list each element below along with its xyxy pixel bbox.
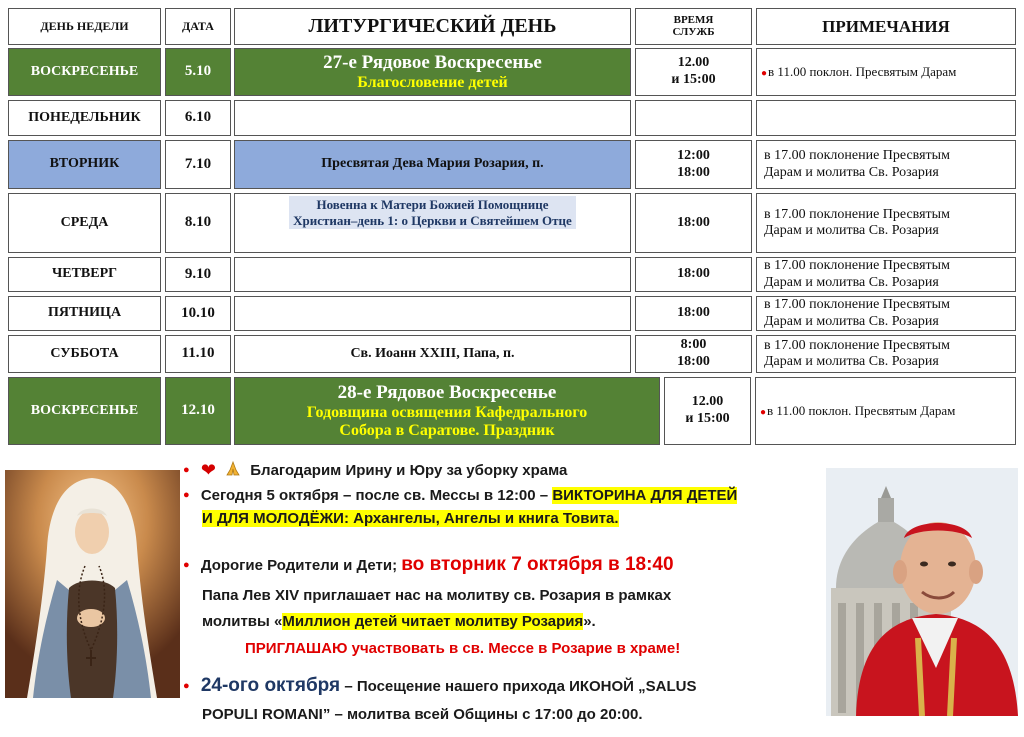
row7-date-label: 11.10: [181, 345, 215, 362]
row2-notes: [756, 100, 1016, 136]
row6-date-label: 10.10: [181, 304, 215, 321]
row2-date: [165, 100, 231, 136]
row5-time1: 18:00: [677, 266, 710, 282]
row4-notes: [756, 193, 1016, 253]
row5-notes: [756, 257, 1016, 292]
row5-date: [165, 257, 231, 292]
row7-date: [165, 335, 231, 373]
visit-text: – Посещение нашего прихода ИКОНОЙ „SALUS: [344, 678, 697, 695]
header-day-label: ДЕНЬ НЕДЕЛИ: [40, 18, 129, 33]
row5-day: [8, 257, 161, 292]
row6-notes: [756, 296, 1016, 331]
row8-time1: 12.00: [691, 394, 724, 410]
row8-subtitle2: Собора в Саратове. Праздник: [339, 421, 555, 439]
rosary-line3-end: ».: [583, 613, 596, 631]
bullet-icon: ●: [183, 464, 190, 476]
row2-day: [8, 100, 161, 136]
header-date: [165, 8, 231, 45]
quiz-highlight-1: ВИКТОРИНА ДЛЯ ДЕТЕЙ: [552, 487, 738, 504]
row8-subtitle1: Годовщина освящения Кафедрального: [306, 403, 588, 421]
row3-title: Пресвятая Дева Мария Розария, п.: [321, 156, 544, 172]
row5-note1: в 17.00 поклонение Пресвятым: [764, 258, 950, 274]
row2-liturgical: [234, 100, 631, 136]
thanks-text: Благодарим Ирину и Юру за уборку храма: [250, 462, 568, 479]
red-dot-icon: ●: [761, 67, 768, 79]
row7-title: Св. Иоанн XXIII, Папа, п.: [350, 345, 515, 361]
row2-date-label: 6.10: [184, 109, 212, 126]
row7-time2: 18:00: [677, 354, 710, 369]
row4-date-label: 8.10: [184, 214, 212, 231]
header-time: [635, 8, 752, 45]
row8-date: [165, 377, 231, 445]
praying-hands-icon: [224, 460, 242, 484]
row5-note2: Дарам и молитва Св. Розария: [764, 274, 939, 290]
row2-time: [635, 100, 752, 136]
header-notes-label: ПРИМЕЧАНИЯ: [822, 16, 950, 36]
praying-hands-svg: [224, 460, 242, 478]
visit-line2: POPULI ROMANI” – молитва всей Общины с 17:00 до 20:00.: [202, 705, 643, 723]
row1-date: [165, 48, 231, 96]
row8-note: в 11.00 поклон. Пресвятым Дарам: [767, 402, 956, 418]
row1-time1: 12.00: [677, 55, 710, 71]
row4-title1: Новенна к Матери Божией Помощнице: [316, 197, 549, 212]
row8-day-label: ВОСКРЕСЕНЬЕ: [30, 402, 139, 418]
row4-liturgical: [234, 193, 631, 253]
row1-day: [8, 48, 161, 96]
pope-illustration: [826, 468, 1018, 716]
row6-note2: Дарам и молитва Св. Розария: [764, 313, 939, 329]
row6-note1: в 17.00 поклонение Пресвятым: [764, 297, 950, 313]
row3-notes: [756, 140, 1016, 189]
row7-time: [635, 335, 752, 373]
row4-day-label: СРЕДА: [60, 214, 109, 230]
row3-time2: 18:00: [677, 164, 710, 180]
announcement-thanks: [183, 459, 823, 484]
row7-time1: 8:00: [680, 337, 707, 353]
row5-date-label: 9.10: [184, 265, 212, 282]
row3-date: [165, 140, 231, 189]
row7-note1: в 17.00 поклонение Пресвятым: [764, 337, 950, 353]
row6-time: [635, 296, 752, 331]
row1-day-label: ВОСКРЕСЕНЬЕ: [30, 63, 139, 79]
rosary-greeting: Дорогие Родители и Дети;: [200, 557, 398, 574]
row8-date-label: 12.10: [181, 402, 215, 419]
row1-note: в 11.00 поклон. Пресвятым Дарам: [768, 63, 957, 79]
row6-date: [165, 296, 231, 331]
row4-date: [165, 193, 231, 253]
header-notes: [756, 8, 1016, 45]
rosary-invite: ПРИГЛАШАЮ участвовать в св. Мессе в Розарие в храме!: [245, 639, 681, 657]
row5-liturgical: [234, 257, 631, 292]
rosary-highlight: Миллион детей читает молитву Розария: [282, 613, 584, 631]
row3-note2: Дарам и молитва Св. Розария: [764, 164, 939, 180]
row8-time2: и 15:00: [685, 411, 730, 426]
row6-time1: 18:00: [677, 305, 710, 321]
row6-day: [8, 296, 161, 331]
row7-liturgical: [234, 335, 631, 373]
row8-time: [664, 377, 751, 445]
rosary-line2: Папа Лев XIV приглашает нас на молитву св. Розария в рамках: [202, 586, 672, 604]
row6-day-label: ПЯТНИЦА: [47, 305, 122, 321]
header-liturgical-label: ЛИТУРГИЧЕСКИЙ ДЕНЬ: [308, 15, 557, 37]
row3-day-label: ВТОРНИК: [49, 156, 120, 172]
row1-subtitle: Благословение детей: [357, 73, 508, 91]
novena-box: [289, 196, 576, 229]
announcement-rosary: [183, 553, 823, 658]
row3-day: [8, 140, 161, 189]
bullet-icon: ●: [183, 559, 190, 571]
header-day: [8, 8, 161, 45]
header-time-line1: ВРЕМЯ: [673, 13, 714, 26]
row4-day: [8, 193, 161, 253]
rosary-date: во вторник 7 октября в 18:40: [401, 554, 674, 575]
header-date-label: ДАТА: [182, 18, 214, 33]
red-dot-icon: ●: [760, 406, 767, 418]
row1-title: 27-е Рядовое Воскресенье: [323, 51, 542, 73]
virgin-mary-illustration: [5, 470, 180, 698]
row1-time2: и 15:00: [671, 72, 716, 87]
pope-john-xxiii-image: [826, 468, 1018, 716]
row7-notes: [756, 335, 1016, 373]
row8-notes: [755, 377, 1016, 445]
row1-time: [635, 48, 752, 96]
row5-time: [635, 257, 752, 292]
row3-liturgical: [234, 140, 631, 189]
row8-title: 28-е Рядовое Воскресенье: [337, 381, 557, 403]
row1-date-label: 5.10: [184, 63, 212, 80]
red-heart-icon: ❤: [200, 460, 216, 480]
bullet-icon: ●: [183, 680, 190, 692]
row3-date-label: 7.10: [184, 155, 212, 172]
visit-date: 24-ого октября: [200, 675, 341, 696]
row4-title2: Христиан–день 1: о Церкви и Святейшем Отце: [293, 212, 572, 228]
row6-liturgical: [234, 296, 631, 331]
row3-time: [635, 140, 752, 189]
row7-note2: Дарам и молитва Св. Розария: [764, 354, 939, 369]
row4-note1: в 17.00 поклонение Пресвятым: [764, 206, 950, 222]
row2-day-label: ПОНЕДЕЛЬНИК: [28, 109, 141, 125]
row7-day-label: СУББОТА: [50, 345, 119, 361]
quiz-text: Сегодня 5 октября – после св. Мессы в 12:00 –: [200, 487, 549, 504]
announcement-quiz: [183, 486, 823, 528]
row8-liturgical: [234, 377, 660, 445]
bullet-icon: ●: [183, 489, 190, 501]
row8-day: [8, 377, 161, 445]
row5-day-label: ЧЕТВЕРГ: [51, 266, 118, 282]
row4-note2: Дарам и молитва Св. Розария: [764, 223, 939, 238]
header-time-line2: СЛУЖБ: [672, 25, 715, 38]
virgin-mary-image: [5, 470, 180, 698]
announcement-icon-visit: [183, 674, 823, 724]
rosary-line3-start: молитвы «: [202, 613, 283, 631]
row7-day: [8, 335, 161, 373]
row3-time1: 12:00: [677, 147, 710, 163]
row1-notes: [756, 48, 1016, 96]
header-liturgical: [234, 8, 631, 45]
row3-note1: в 17.00 поклонение Пресвятым: [764, 148, 950, 164]
row4-time1: 18:00: [677, 214, 710, 230]
row4-time: [635, 193, 752, 253]
quiz-highlight-2: И ДЛЯ МОЛОДЁЖИ: Архангелы, Ангелы и книга Товита.: [202, 509, 619, 527]
row1-liturgical: [234, 48, 631, 96]
